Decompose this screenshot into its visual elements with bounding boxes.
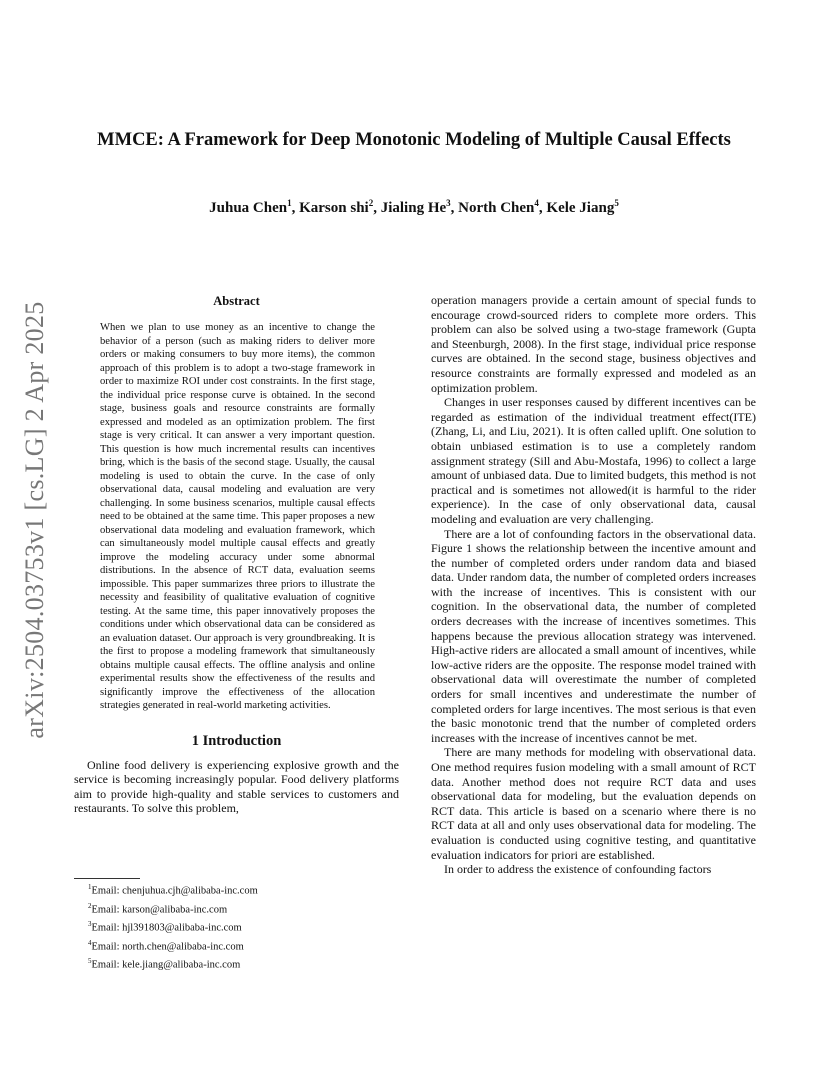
abstract-text: When we plan to use money as an incentive to change the behavior of a person (such as making riders to deliver more orders or making consumers to buy more items), the common approach of this problem is to adopt a two-stage framework in order to maximize ROI under cost constraints. In the first stage, the individual price response curve is obtained. In the second stage, business goals and resource constraints are formally expressed and modeled as an optimization problem. The first stage is very critical. It can answer a very important question. This question is how much incremental results can incentives bring, which is the basis of the second stage. Usually, the causal modeling is used to obtain the curve. In the case of only observational data, causal modeling and evaluation are very challenging. In some business scenarios, multiple causal effects need to be obtained at the same time. This paper proposes a new observational data modeling and evaluation framework, which can simultaneously model multiple causal effects and greatly improve the modeling accuracy under some abnormal distributions. In the absence of RCT data, evaluation seems impossible. This paper summarizes three priors to illustrate the necessity and feasibility of qualitative evaluation of cognitive testing. At the same time, this paper innovatively proposes the conditions under which observational data can be considered as an evaluation dataset. Our approach is very groundbreaking. It is the first to propose a modeling framework that simultaneously obtains multiple causal effects. The offline analysis and online experimental results show the effectiveness of the results and significantly improve the effectiveness of the allocation strategies generated in real-world marketing activities. (100, 322, 375, 711)
right-column (431, 293, 756, 877)
arxiv-sidebar (10, 280, 60, 760)
intro-paragraph-4: There are many methods for modeling with observational data. One method requires fusion modeling with a small amount of RCT data. Another method does not require RCT data and uses observational data for modeling, but the evaluation depends on RCT data. This article is based on a scenario where there is no RCT data at all and only uses observational data for modeling. The evaluation is conducted using cognitive testing, and quantitative evaluation indicators for priori are established. (431, 745, 756, 862)
intro-paragraph-3: There are a lot of confounding factors in the observational data. Figure 1 shows the relationship between the incentive amount and the number of completed orders under random data and biased data. Under random data, the number of completed orders increases with the increase of incentives. This is consistent with our cognition. In the observational data, the number of completed orders decreases with the increase of incentives sometimes. This happens because the previous allocation strategy was intervened. High-active riders are allocated a small amount of incentives, while low-active riders are the opposite. The response model trained with observational data will overestimate the number of completed orders for small incentives and underestimate the number of completed orders for large incentives. The most serious is that even the basic monotonic trend that the number of completed orders increases with the increase of incentives cannot be met. (431, 526, 756, 745)
author: Jialing He$^3$, (380, 198, 459, 216)
intro-paragraph-5: In order to address the existence of confounding factors (444, 862, 712, 877)
section-heading-introduction: 1 Introduction (191, 732, 282, 749)
footnote: $^1$Email: chenjuhua.cjh@alibaba-inc.com (88, 883, 258, 897)
author: Juhua Chen$^1$, (209, 198, 300, 216)
author: Karson shi$^2$, (299, 198, 381, 216)
footnotes (88, 880, 258, 973)
paper-title: MMCE: A Framework for Deep Monotonic Modeling of Multiple Causal Effects (97, 130, 731, 150)
footnote: $^3$Email: hjl391803@alibaba-inc.com (88, 920, 242, 934)
intro-paragraph-1: Online food delivery is experiencing explosive growth and the service is becoming increasingly popular. Food delivery platforms aim to provide high-quality and stable services to customers and restaurants. To solve this problem, (74, 757, 399, 816)
footnote: $^5$Email: kele.jiang@alibaba-inc.com (88, 957, 241, 971)
author: Kele Jiang$^5$ (546, 198, 619, 216)
author-list (0, 198, 828, 217)
footnote: $^4$Email: north.chen@alibaba-inc.com (88, 938, 244, 952)
author: North Chen$^4$, (458, 198, 547, 216)
arxiv-identifier: arXiv:2504.03753v1 [cs.LG] 2 Apr 2025 (20, 301, 49, 739)
intro-paragraph-1-continued: operation managers provide a certain amount of special funds to encourage crowd-sourced riders to complete more orders. This problem can also be solved using a two-stage framework (Gupta and Steenburgh, 2008). In the first stage, individual price response curves are obtained. In the second stage, business objectives and resource constraints are formally expressed and modeled as an optimization problem. (431, 293, 756, 395)
left-column (74, 294, 399, 816)
abstract-heading: Abstract (213, 294, 260, 308)
footnote-rule (74, 878, 140, 879)
footnote: $^2$Email: karson@alibaba-inc.com (88, 901, 228, 915)
intro-paragraph-2: Changes in user responses caused by different incentives can be regarded as estimation of the individual treatment effect(ITE) (Zhang, Li, and Liu, 2021). It is often called uplift. One solution to obtain unbiased estimation is to use a completely random assignment strategy (Sill and Abu-Mostafa, 1996) to collect a large amount of unbiased data. Due to limited budgets, this method is not practical and is sometimes not allowed(it is harmful to the rider experience). In the case of only observational data, causal modeling and evaluation are very challenging. (431, 395, 756, 526)
